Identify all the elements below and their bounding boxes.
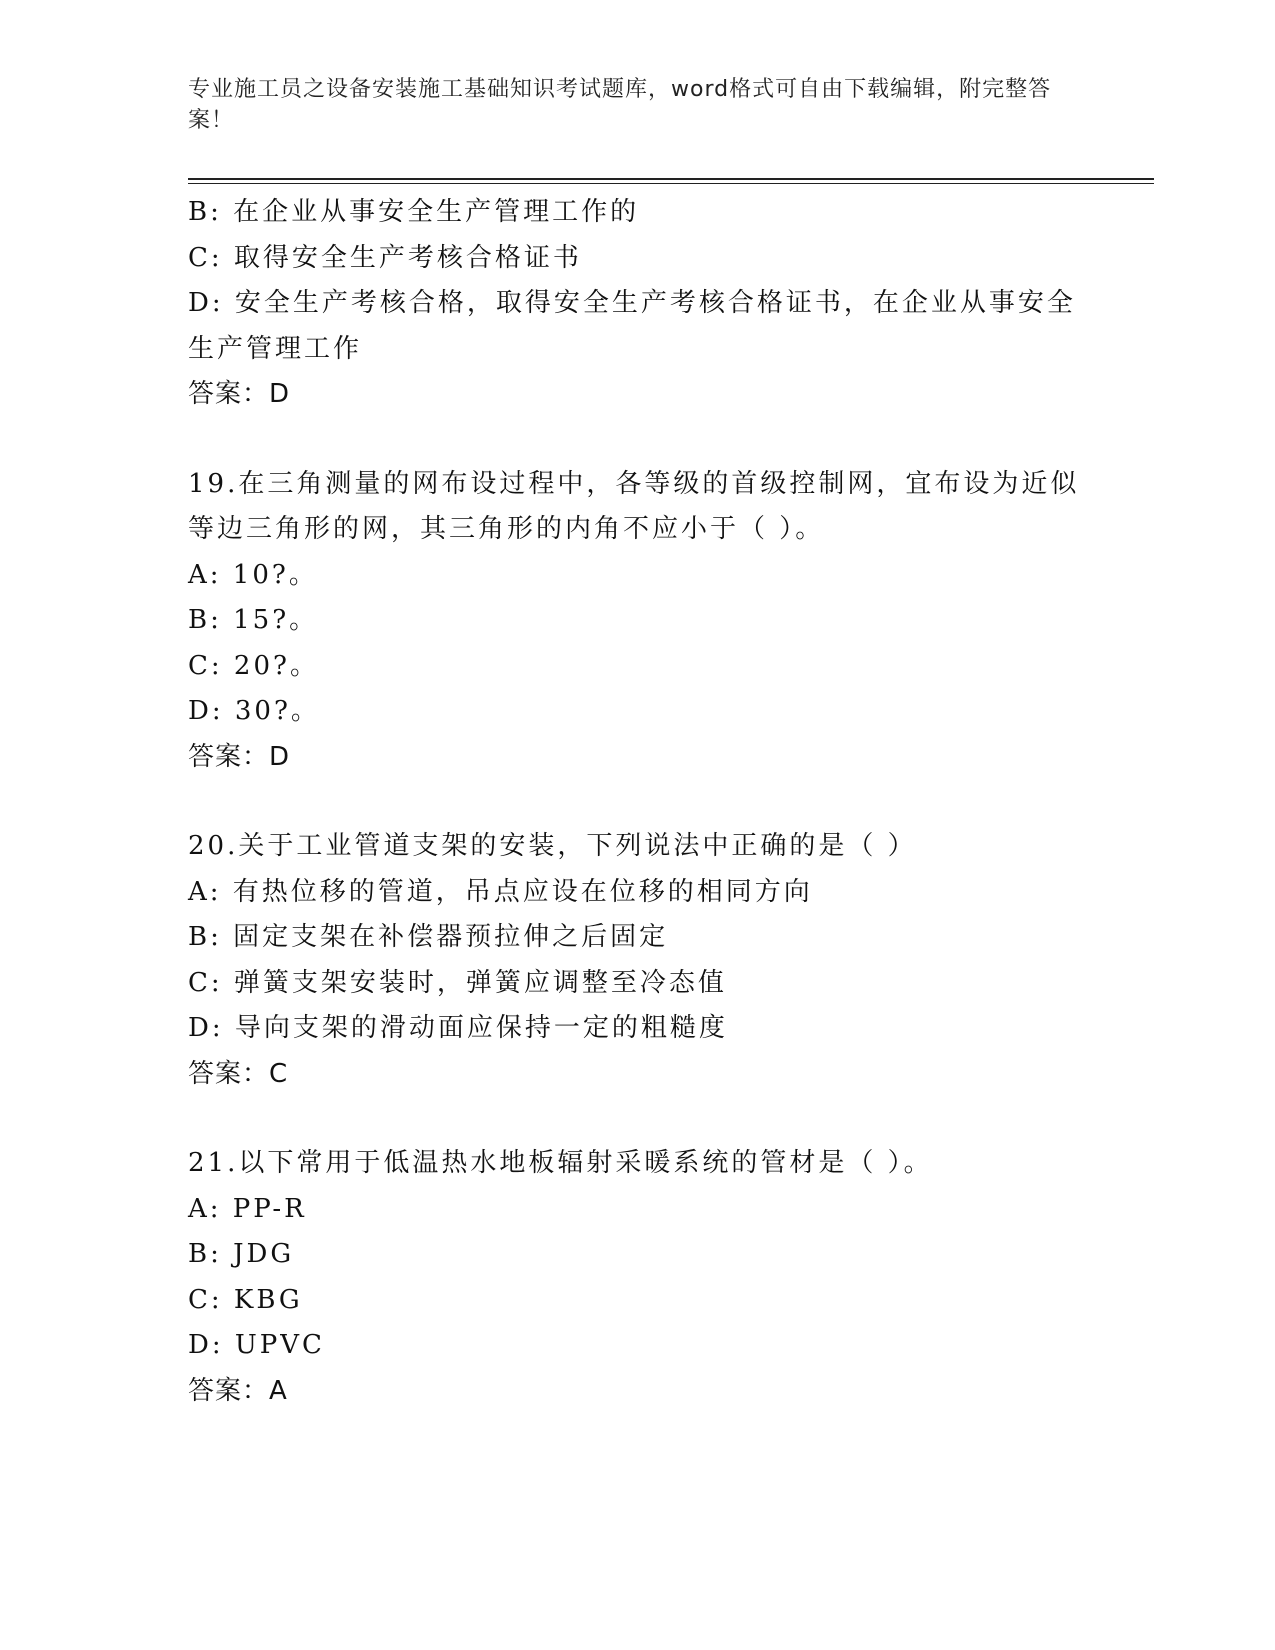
answer-line: 答案：D	[188, 379, 291, 409]
question-block-prev	[188, 190, 1088, 418]
question-stem: 21.以下常用于低温热水地板辐射采暖系统的管材是（ ）。	[188, 1148, 933, 1178]
option-a: A: 10?。	[188, 559, 318, 590]
document-header: 专业施工员之设备安装施工基础知识考试题库，word格式可自由下载编辑，附完整答案！	[188, 77, 1052, 133]
option-d: D: 30?。	[188, 696, 320, 726]
option-b: B: JDG	[188, 1239, 295, 1269]
question-stem: 19.在三角测量的网布设过程中，各等级的首级控制网，宜布设为近似等边三角形的网，其三角形的内角不应小于（ ）。	[188, 468, 1080, 544]
spacer	[188, 1097, 1088, 1141]
spacer	[188, 780, 1088, 824]
option-c: C: 取得安全生产考核合格证书	[188, 242, 582, 273]
question-block-21	[188, 1141, 1088, 1414]
option-a: A: PP-R	[188, 1193, 307, 1224]
option-d: D: UPVC	[188, 1330, 325, 1360]
question-block-19	[188, 462, 1088, 781]
option-d: D: 导向支架的滑动面应保持一定的粗糙度	[188, 1013, 728, 1043]
header-divider	[188, 178, 1154, 180]
option-b: B: 固定支架在补偿器预拉伸之后固定	[188, 922, 669, 952]
option-c: C: 弹簧支架安装时，弹簧应调整至冷态值	[188, 967, 727, 998]
question-list	[188, 190, 1088, 1414]
option-d: D: 安全生产考核合格，取得安全生产考核合格证书，在企业从事安全生产管理工作	[188, 288, 1076, 364]
option-c: C: KBG	[188, 1284, 303, 1315]
option-a: A: 有热位移的管道，吊点应设在位移的相同方向	[188, 876, 813, 907]
answer-line: 答案：D	[188, 741, 291, 772]
spacer	[188, 418, 1088, 462]
option-b: B: 15?。	[188, 605, 319, 635]
answer-line: 答案：C	[188, 1058, 289, 1089]
header-divider-thin	[188, 183, 1154, 184]
option-c: C: 20?。	[188, 650, 319, 681]
question-stem: 20.关于工业管道支架的安装，下列说法中正确的是（ ）	[188, 831, 917, 861]
option-b: B: 在企业从事安全生产管理工作的	[188, 197, 640, 227]
question-block-20	[188, 824, 1088, 1097]
answer-line: 答案：A	[188, 1375, 288, 1406]
